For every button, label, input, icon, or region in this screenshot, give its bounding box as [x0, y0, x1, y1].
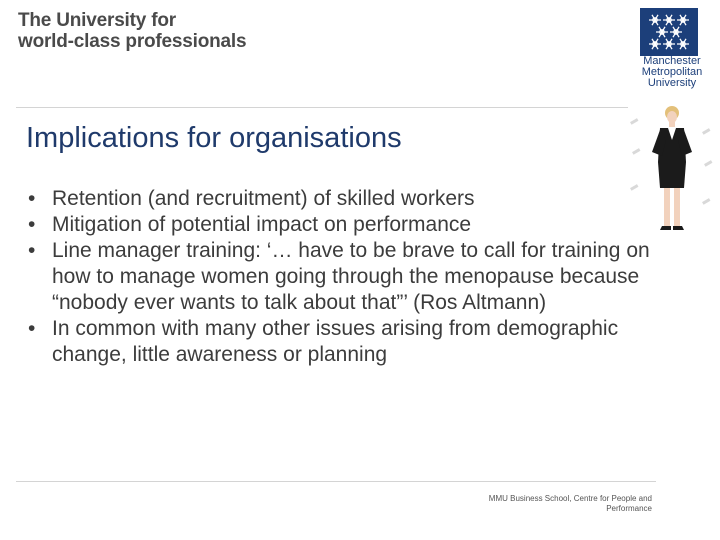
- tagline-line-2: world-class professionals: [18, 31, 247, 52]
- footer-line-1: MMU Business School, Centre for People and: [488, 494, 652, 503]
- header-divider: [16, 107, 628, 108]
- bullet-marker: •: [28, 239, 36, 262]
- logo-line-1: Manchester: [643, 55, 701, 67]
- bullet-marker: •: [28, 213, 36, 236]
- footer-divider: [16, 481, 656, 482]
- slide-title: Implications for organisations: [26, 122, 402, 154]
- bullet-text: In common with many other issues arising from demographic change, little awareness or planning: [52, 317, 619, 366]
- bullet-item: [24, 316, 674, 368]
- footer-line-2: Performance: [606, 504, 652, 513]
- bullet-item: [24, 238, 674, 316]
- tagline-line-1: The University for: [18, 10, 176, 31]
- logo-wordmark: [626, 56, 718, 89]
- footer-credit: [470, 494, 652, 514]
- logo-line-3: University: [647, 77, 697, 89]
- university-tagline: [18, 10, 246, 52]
- bullet-item: [24, 212, 674, 238]
- bullet-list: [24, 186, 674, 368]
- bullet-text: Retention (and recruitment) of skilled workers: [52, 187, 475, 210]
- logo-line-2: Metropolitan: [641, 66, 703, 78]
- star-lattice-logo-icon: [640, 8, 698, 56]
- university-logo: [626, 8, 718, 92]
- bullet-item: [24, 186, 674, 212]
- bullet-marker: •: [28, 187, 36, 210]
- bullet-text: Line manager training: ‘… have to be brave to call for training on how to manage women going through the menopause because “nobody ever wants to talk about that”’ (Ros Altmann): [52, 239, 650, 314]
- bullet-text: Mitigation of potential impact on performance: [52, 213, 472, 236]
- bullet-marker: •: [28, 317, 36, 340]
